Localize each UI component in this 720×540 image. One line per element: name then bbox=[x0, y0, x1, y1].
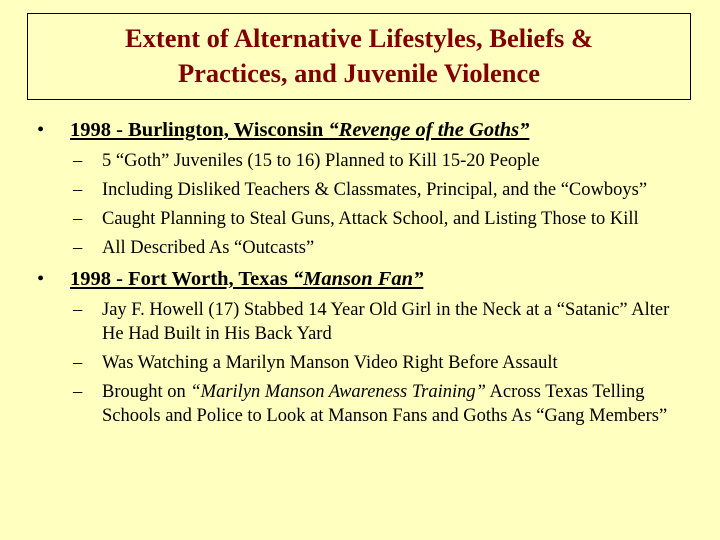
dash-marker: – bbox=[73, 151, 83, 171]
sub-text: 5 “Goth” Juveniles (15 to 16) Planned to Kill 15-20 People bbox=[102, 151, 540, 171]
slide-title bbox=[27, 13, 691, 100]
sub-item bbox=[0, 178, 720, 202]
sub-text: Jay F. Howell (17) Stabbed 14 Year Old Girl in the Neck at a “Satanic” Alter He Had Built in His Back Yard bbox=[102, 300, 670, 344]
sub-item bbox=[0, 351, 720, 375]
sub-text: All Described As “Outcasts” bbox=[102, 238, 315, 258]
sub-text-italic: “Marilyn Manson Awareness Training” bbox=[190, 382, 486, 402]
heading-quote: “Manson Fan” bbox=[292, 268, 424, 290]
sub-item bbox=[0, 380, 720, 428]
sub-text-before: Brought on bbox=[102, 382, 191, 402]
slide-body bbox=[0, 117, 720, 434]
bullet-marker: • bbox=[37, 119, 45, 141]
dash-marker: – bbox=[73, 180, 83, 200]
title-line-1: Extent of Alternative Lifestyles, Beliefs & bbox=[124, 23, 594, 53]
heading-text: 1998 - Fort Worth, Texas bbox=[70, 268, 293, 290]
sub-text-after: Across Texas Telling Schools and Police to Look at Manson Fans and Goths As “Gang Members” bbox=[102, 382, 668, 426]
dash-marker: – bbox=[73, 300, 83, 320]
sub-list-fort-worth bbox=[0, 298, 720, 428]
sub-text: Caught Planning to Steal Guns, Attack School, and Listing Those to Kill bbox=[102, 209, 639, 229]
sub-item bbox=[0, 207, 720, 231]
dash-marker: – bbox=[73, 238, 83, 258]
dash-marker: – bbox=[73, 209, 83, 229]
sub-text: Was Watching a Marilyn Manson Video Right Before Assault bbox=[102, 353, 558, 373]
sub-item bbox=[0, 149, 720, 173]
bullet-fort-worth bbox=[0, 266, 720, 292]
bullet-burlington bbox=[0, 117, 720, 143]
sub-list-burlington bbox=[0, 149, 720, 260]
sub-item bbox=[0, 236, 720, 260]
bullet-marker: • bbox=[37, 268, 45, 290]
sub-text: Including Disliked Teachers & Classmates, Principal, and the “Cowboys” bbox=[102, 180, 648, 200]
bullet-heading bbox=[70, 119, 529, 141]
dash-marker: – bbox=[73, 353, 83, 373]
heading-quote: “Revenge of the Goths” bbox=[328, 119, 530, 141]
bullet-heading bbox=[70, 268, 423, 290]
heading-text: 1998 - Burlington, Wisconsin bbox=[70, 119, 329, 141]
dash-marker: – bbox=[73, 382, 83, 402]
title-line-2: Practices, and Juvenile Violence bbox=[177, 58, 541, 88]
sub-item bbox=[0, 298, 720, 346]
